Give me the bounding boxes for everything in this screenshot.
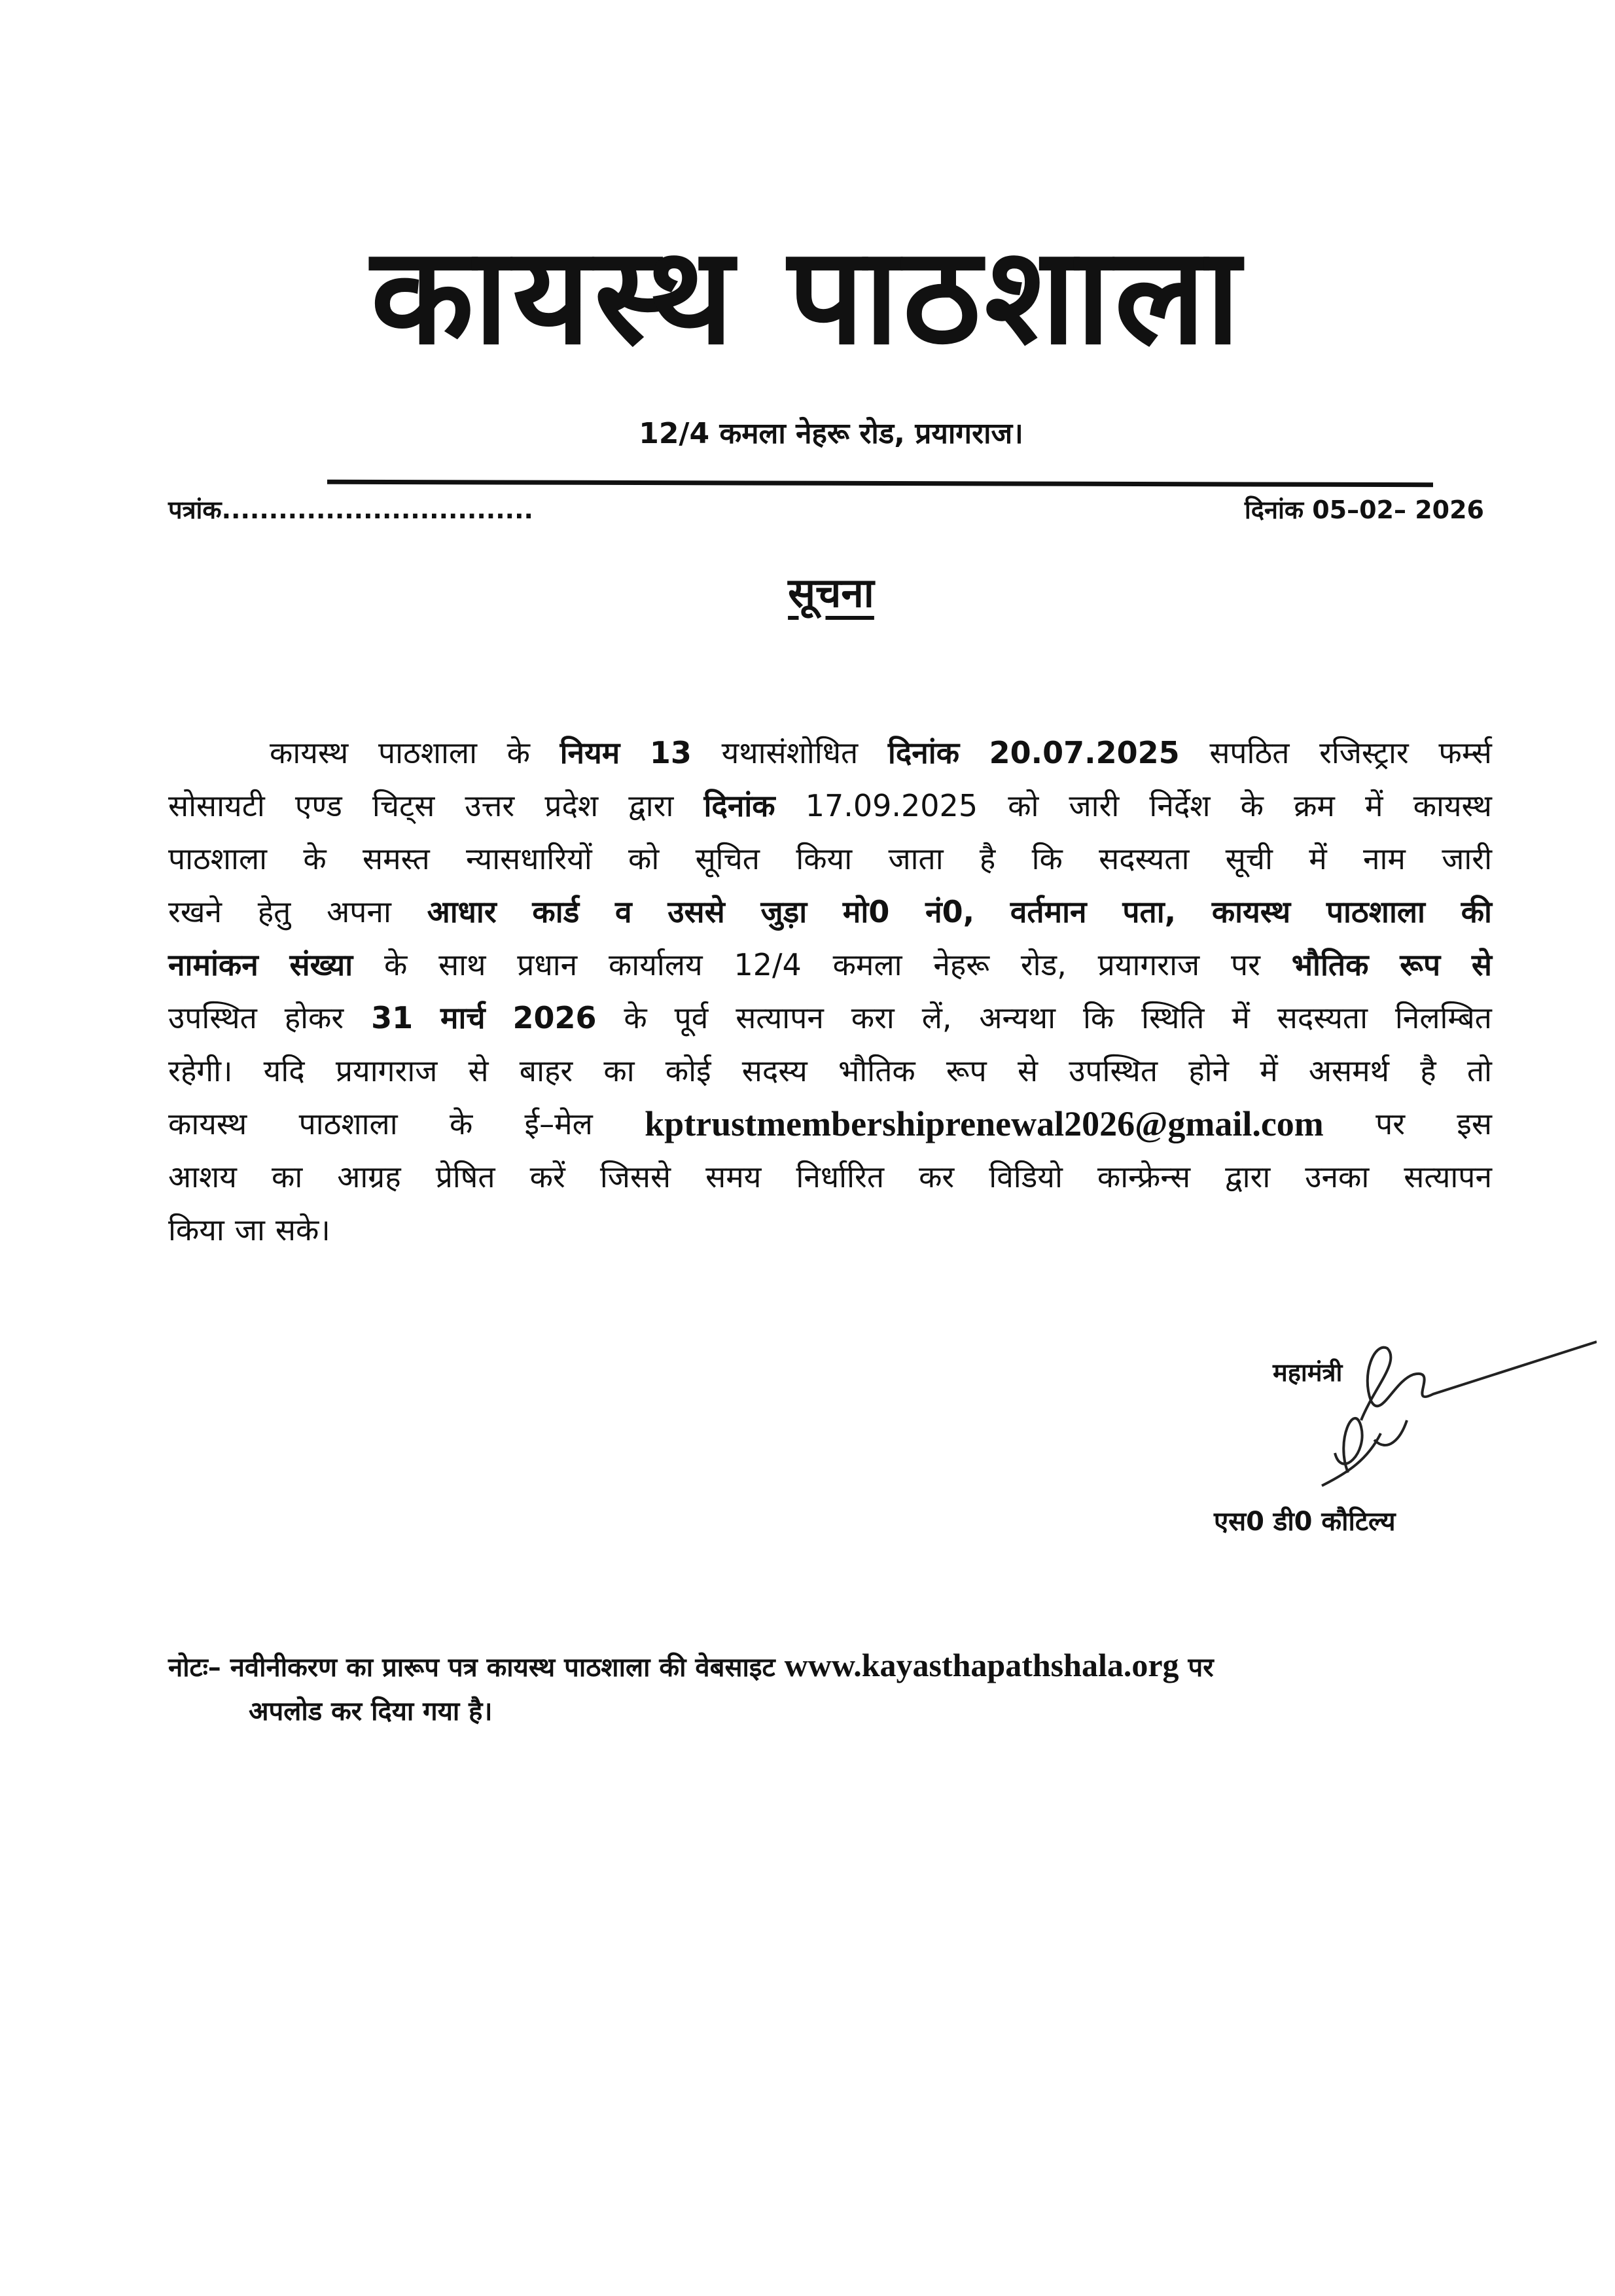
body-word: जाता: [888, 841, 944, 876]
body-line: [168, 939, 1492, 992]
body-word: रूप: [946, 1053, 987, 1088]
body-word: प्रदेश: [544, 788, 599, 823]
body-word: सदस्य: [741, 1053, 808, 1088]
body-line: [168, 833, 1492, 886]
body-word: कोई: [665, 1053, 711, 1088]
body-word: होकर: [284, 1000, 344, 1035]
body-word: रूप: [1400, 947, 1441, 982]
reference-number-label: पत्रांक.................................: [168, 495, 533, 524]
handwritten-signature: [1309, 1322, 1597, 1505]
body-word: बाहर: [519, 1053, 573, 1088]
body-word: का: [603, 1053, 635, 1088]
body-word: 12/4: [734, 947, 802, 982]
body-line: [168, 780, 1492, 833]
body-word: चिट्स: [372, 788, 435, 823]
organization-address: 12/4 कमला नेहरू रोड, प्रयागराज।: [639, 417, 1023, 450]
body-word: समय: [705, 1159, 762, 1194]
body-word: है: [1420, 1053, 1436, 1088]
body-word: एण्ड: [294, 788, 342, 823]
body-word: सत्यापन: [1404, 1159, 1492, 1194]
body-word: पाठशाला: [378, 735, 478, 770]
body-word: होने: [1188, 1053, 1230, 1088]
body-word: नाम: [1362, 841, 1406, 876]
body-word: कायस्थ: [1211, 894, 1291, 929]
body-word: विडियो: [989, 1159, 1063, 1194]
body-word: साथ: [438, 947, 486, 982]
body-word: द्वारा: [1225, 1159, 1271, 1194]
body-word: कर: [919, 1159, 955, 1194]
body-word: उनका: [1305, 1159, 1370, 1194]
body-word: से: [468, 1053, 489, 1088]
body-word: असमर्थ: [1308, 1053, 1390, 1088]
body-word: प्रयागराज: [335, 1053, 438, 1088]
body-word: मो0: [842, 894, 890, 929]
body-word: सके।: [275, 1212, 330, 1247]
body-word: कान्फ्रेन्स: [1097, 1159, 1191, 1194]
body-word: वर्तमान: [1010, 894, 1087, 929]
body-word: पर: [1230, 947, 1260, 982]
body-word: आग्रह: [337, 1159, 401, 1194]
body-word: से: [1017, 1053, 1038, 1088]
header-divider: [327, 480, 1433, 487]
body-word: किया: [168, 1212, 224, 1247]
signatory-designation: महामंत्री: [1273, 1358, 1343, 1387]
body-word: नेहरू: [933, 947, 990, 982]
body-word: कि: [1082, 1000, 1114, 1035]
body-word: रखने: [168, 894, 222, 929]
body-word: के: [1240, 788, 1264, 823]
body-word: निर्धारित: [796, 1159, 885, 1194]
note-prefix: नोटः– नवीनीकरण का प्रारूप पत्र कायस्थ पाठशाला की वेबसाइट: [168, 1653, 775, 1683]
note-suffix: पर: [1188, 1653, 1214, 1683]
body-word: करा: [851, 1000, 895, 1035]
body-word: आधार: [427, 894, 497, 929]
body-word: आशय: [168, 1159, 237, 1194]
body-word: अपना: [327, 894, 391, 929]
body-word: यदि: [263, 1053, 305, 1088]
body-word: स्थिति: [1141, 1000, 1205, 1035]
body-word: हेतु: [257, 894, 291, 929]
body-word: जारी: [1069, 788, 1120, 823]
body-word: में: [1365, 788, 1383, 823]
body-word: के: [624, 1000, 647, 1035]
body-word: से: [1471, 947, 1492, 982]
body-word: जारी: [1442, 841, 1492, 876]
body-word: रोड,: [1020, 947, 1067, 982]
body-word: को: [1008, 788, 1039, 823]
body-word: करें: [529, 1159, 565, 1194]
letter-date: दिनांक 05–02– 2026: [1244, 495, 1484, 524]
body-word: कि: [1031, 841, 1063, 876]
body-word: किया: [796, 841, 853, 876]
body-word: में: [1260, 1053, 1278, 1088]
body-word: न्यासधारियों: [465, 841, 592, 876]
body-word: निलम्बित: [1394, 1000, 1492, 1035]
body-word: समस्त: [362, 841, 430, 876]
body-word: के: [449, 1106, 473, 1141]
organization-title: कायस्थ पाठशाला: [370, 219, 1245, 374]
body-word: पाठशाला: [168, 841, 268, 876]
body-word: जा: [234, 1212, 265, 1247]
body-word: 13: [649, 735, 692, 770]
body-word: फर्म्स: [1438, 735, 1492, 770]
body-line: [168, 886, 1492, 939]
body-word: कार्ड: [532, 894, 580, 929]
body-word: के: [506, 735, 530, 770]
body-word: में: [1309, 841, 1327, 876]
body-line: [168, 1151, 1492, 1204]
body-word: कायस्थ: [168, 1106, 247, 1141]
body-word: कमला: [832, 947, 902, 982]
body-word: की: [1461, 894, 1492, 929]
body-word: का: [272, 1159, 303, 1194]
body-word: 17.09.2025: [805, 788, 978, 823]
body-word: दिनांक: [887, 735, 960, 770]
body-word: प्रधान: [517, 947, 578, 982]
body-word: सूची: [1225, 841, 1273, 876]
website-url: www.kayasthapathshala.org: [784, 1647, 1179, 1683]
body-word: अन्यथा: [979, 1000, 1056, 1035]
body-line: [168, 992, 1492, 1045]
body-word: पता,: [1122, 894, 1177, 929]
body-word: नियम: [559, 735, 620, 770]
body-word: संख्या: [289, 947, 353, 982]
body-word: मार्च: [440, 1000, 486, 1035]
body-word: सपठित: [1209, 735, 1290, 770]
body-word: पाठशाला: [298, 1106, 398, 1141]
note-line-1: [168, 1646, 1214, 1684]
body-word: यथासंशोधित: [721, 735, 859, 770]
body-word: सदस्यता: [1277, 1000, 1368, 1035]
body-word: पाठशाला: [1326, 894, 1425, 929]
body-word: नं0,: [925, 894, 975, 929]
body-word: 31: [371, 1000, 414, 1035]
body-word: व: [615, 894, 632, 929]
body-word: भौतिक: [1291, 947, 1369, 982]
body-word: निर्देश: [1149, 788, 1211, 823]
body-word: 20.07.2025: [989, 735, 1180, 770]
body-word: कार्यालय: [608, 947, 703, 982]
body-word: रहेगी।: [168, 1053, 233, 1088]
body-word: उत्तर: [465, 788, 515, 823]
body-word: के: [383, 947, 408, 982]
body-word: तो: [1466, 1053, 1492, 1088]
body-word: उपस्थित: [1069, 1053, 1158, 1088]
body-word: रजिस्ट्रार: [1319, 735, 1409, 770]
body-word: जुड़ा: [760, 894, 808, 929]
body-line: [168, 726, 1492, 780]
body-word: भौतिक: [838, 1053, 915, 1088]
body-word: सोसायटी: [168, 788, 265, 823]
body-word: 2026: [512, 1000, 597, 1035]
body-word: सूचित: [695, 841, 760, 876]
body-word: उपस्थित: [168, 1000, 257, 1035]
notice-heading: सूचना: [788, 569, 874, 617]
body-word: नामांकन: [168, 947, 258, 982]
body-word: सत्यापन: [736, 1000, 824, 1035]
body-word: में: [1232, 1000, 1250, 1035]
body-word: जिससे: [599, 1159, 671, 1194]
body-word: उससे: [667, 894, 725, 929]
body-word: है: [979, 841, 996, 876]
body-word: द्वारा: [628, 788, 674, 823]
body-word: प्रेषित: [435, 1159, 495, 1194]
body-word: कायस्थ: [270, 735, 349, 770]
body-word: पर: [1375, 1106, 1406, 1141]
body-word: इस: [1457, 1106, 1492, 1141]
body-word: पूर्व: [674, 1000, 709, 1035]
body-word: को: [628, 841, 660, 876]
body-word: सदस्यता: [1099, 841, 1190, 876]
note-line-2: अपलोड कर दिया गया है।: [249, 1696, 493, 1727]
signatory-name: एस0 डी0 कौटिल्य: [1214, 1507, 1396, 1537]
body-line: [168, 1204, 1492, 1257]
body-line: [168, 1098, 1492, 1151]
body-word: दिनांक: [703, 788, 775, 823]
body-word: के: [303, 841, 327, 876]
notice-body: [168, 726, 1492, 1257]
body-word: क्रम: [1294, 788, 1335, 823]
body-word: ई–मेल: [524, 1106, 593, 1141]
email-address: kptrustmembershiprenewal2026@gmail.com: [645, 1104, 1324, 1143]
body-word: लें,: [921, 1000, 952, 1035]
body-word: कायस्थ: [1413, 788, 1492, 823]
body-line: [168, 1045, 1492, 1098]
body-word: प्रयागराज: [1097, 947, 1200, 982]
